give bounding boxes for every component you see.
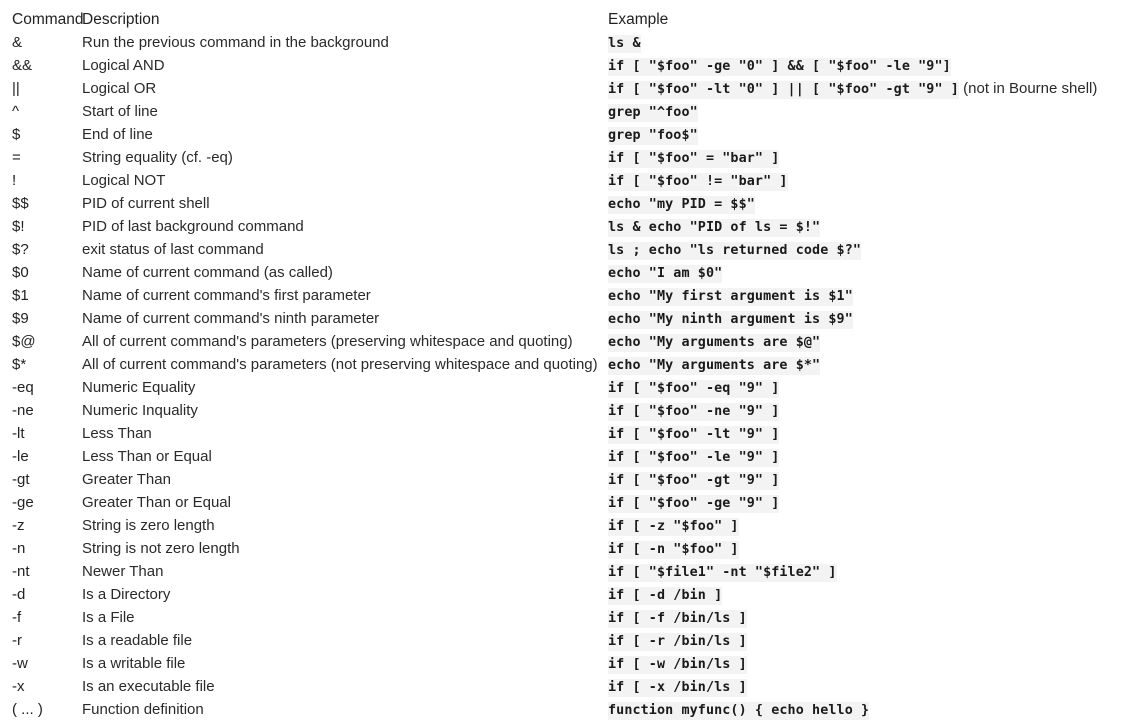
row-example — [608, 491, 779, 515]
row-description: exit status of last command — [82, 241, 264, 258]
row-description: Greater Than or Equal — [82, 494, 231, 511]
row-example — [608, 169, 788, 193]
example-code: echo "my PID = $$" — [608, 197, 755, 212]
row-command: -r — [12, 632, 22, 649]
row-command: = — [12, 149, 21, 166]
row-example — [608, 675, 747, 699]
row-description: Name of current command (as called) — [82, 264, 333, 281]
table-row — [12, 675, 1120, 698]
table-row — [12, 583, 1120, 606]
row-description: String equality (cf. -eq) — [82, 149, 233, 166]
table-row — [12, 307, 1120, 330]
row-command: $! — [12, 218, 25, 235]
row-command: $@ — [12, 333, 36, 350]
row-command: $$ — [12, 195, 29, 212]
row-description: Less Than or Equal — [82, 448, 212, 465]
row-command: -lt — [12, 425, 25, 442]
header-description: Description — [82, 11, 160, 28]
example-code: echo "My first argument is $1" — [608, 289, 853, 304]
example-code: if [ "$foo" -lt "0" ] || [ "$foo" -gt "9" ] — [608, 82, 959, 97]
row-description: Run the previous command in the background — [82, 34, 389, 51]
row-command: || — [12, 80, 20, 97]
example-code: ls & — [608, 36, 641, 51]
example-code: ls ; echo "ls returned code $?" — [608, 243, 862, 258]
row-command: -z — [12, 517, 25, 534]
table-row — [12, 330, 1120, 353]
example-code: if [ "$foo" -ne "9" ] — [608, 404, 780, 419]
row-example — [608, 215, 820, 239]
row-description: Name of current command's first parameter — [82, 287, 371, 304]
table-row — [12, 192, 1120, 215]
row-description: String is zero length — [82, 517, 215, 534]
table-row — [12, 284, 1120, 307]
table-row — [12, 100, 1120, 123]
row-command: $ — [12, 126, 21, 143]
table-row — [12, 353, 1120, 376]
table-header — [12, 9, 1120, 31]
example-code: if [ -z "$foo" ] — [608, 519, 739, 534]
table-row — [12, 560, 1120, 583]
row-example — [608, 238, 861, 262]
example-code: if [ -x /bin/ls ] — [608, 680, 747, 695]
table-row — [12, 238, 1120, 261]
row-description: Function definition — [82, 701, 204, 718]
row-command: -d — [12, 586, 26, 603]
row-example — [608, 468, 779, 492]
example-code: if [ "$foo" -gt "9" ] — [608, 473, 780, 488]
row-description: PID of last background command — [82, 218, 304, 235]
row-example — [608, 307, 853, 331]
table-row — [12, 399, 1120, 422]
row-example — [608, 583, 722, 607]
row-command: -ne — [12, 402, 34, 419]
header-command: Command — [12, 11, 84, 28]
table-row — [12, 215, 1120, 238]
row-description: Logical NOT — [82, 172, 166, 189]
table-body — [12, 31, 1120, 721]
row-description: Numeric Inquality — [82, 402, 198, 419]
row-example — [608, 606, 747, 630]
row-command: -eq — [12, 379, 34, 396]
example-code: if [ "$foo" = "bar" ] — [608, 151, 780, 166]
table-row — [12, 629, 1120, 652]
example-code: if [ "$foo" -lt "9" ] — [608, 427, 780, 442]
header-example: Example — [608, 11, 669, 28]
row-command: -x — [12, 678, 25, 695]
row-command: ( ... ) — [12, 701, 43, 718]
table-row — [12, 514, 1120, 537]
example-code: if [ -r /bin/ls ] — [608, 634, 747, 649]
table-row — [12, 422, 1120, 445]
row-description: Is an executable file — [82, 678, 215, 695]
row-example — [608, 192, 755, 216]
table-row — [12, 123, 1120, 146]
example-code: ls & echo "PID of ls = $!" — [608, 220, 821, 235]
row-example — [608, 652, 747, 676]
row-example — [608, 330, 820, 354]
example-code: if [ -n "$foo" ] — [608, 542, 739, 557]
row-command: -n — [12, 540, 26, 557]
table-row — [12, 169, 1120, 192]
row-example — [608, 698, 869, 722]
row-example — [608, 261, 722, 285]
table-row — [12, 445, 1120, 468]
row-description: Start of line — [82, 103, 158, 120]
row-command: $0 — [12, 264, 29, 281]
row-example — [608, 54, 951, 78]
example-code: echo "My arguments are $@" — [608, 335, 821, 350]
example-code: if [ "$foo" -ge "0" ] && [ "$foo" -le "9"] — [608, 59, 951, 74]
row-example — [608, 514, 739, 538]
table-row — [12, 652, 1120, 675]
row-example — [608, 537, 739, 561]
row-command: -w — [12, 655, 28, 672]
example-code: echo "I am $0" — [608, 266, 723, 281]
row-command: -ge — [12, 494, 34, 511]
example-note: (not in Bourne shell) — [958, 80, 1098, 97]
row-command: $* — [12, 356, 27, 373]
row-description: Greater Than — [82, 471, 171, 488]
row-command: -f — [12, 609, 22, 626]
row-command: && — [12, 57, 33, 74]
row-example — [608, 123, 698, 147]
row-example — [608, 629, 747, 653]
example-code: if [ "$foo" -ge "9" ] — [608, 496, 780, 511]
row-example — [608, 560, 837, 584]
example-code: echo "My arguments are $*" — [608, 358, 821, 373]
example-code: if [ "$file1" -nt "$file2" ] — [608, 565, 837, 580]
example-code: if [ -w /bin/ls ] — [608, 657, 747, 672]
table-row — [12, 146, 1120, 169]
table-row — [12, 376, 1120, 399]
row-example — [608, 146, 779, 170]
table-row — [12, 31, 1120, 54]
table-row — [12, 54, 1120, 77]
row-example — [608, 445, 779, 469]
row-description: String is not zero length — [82, 540, 240, 557]
row-description: End of line — [82, 126, 153, 143]
row-description: Numeric Equality — [82, 379, 196, 396]
row-description: Is a writable file — [82, 655, 186, 672]
row-example — [608, 399, 779, 423]
example-code: if [ "$foo" -eq "9" ] — [608, 381, 780, 396]
table-row — [12, 261, 1120, 284]
row-description: Name of current command's ninth parameter — [82, 310, 380, 327]
example-code: function myfunc() { echo hello } — [608, 703, 870, 718]
row-example — [608, 376, 779, 400]
row-description: Is a readable file — [82, 632, 193, 649]
operators-table — [12, 9, 1120, 721]
example-code: grep "^foo" — [608, 105, 698, 120]
example-code: if [ -f /bin/ls ] — [608, 611, 747, 626]
row-command: -nt — [12, 563, 30, 580]
row-description: PID of current shell — [82, 195, 210, 212]
row-command: -le — [12, 448, 29, 465]
table-row — [12, 537, 1120, 560]
row-description: Logical AND — [82, 57, 165, 74]
row-command: -gt — [12, 471, 30, 488]
table-row — [12, 606, 1120, 629]
row-example — [608, 77, 1097, 101]
row-description: All of current command's parameters (not preserving whitespace and quoting) — [82, 356, 598, 373]
row-command: ! — [12, 172, 17, 189]
row-description: Newer Than — [82, 563, 164, 580]
table-row — [12, 698, 1120, 721]
table-row — [12, 468, 1120, 491]
row-description: Is a File — [82, 609, 135, 626]
row-example — [608, 31, 641, 55]
example-code: if [ -d /bin ] — [608, 588, 723, 603]
row-command: & — [12, 34, 23, 51]
row-example — [608, 353, 820, 377]
row-description: Is a Directory — [82, 586, 171, 603]
table-row — [12, 491, 1120, 514]
row-example — [608, 284, 853, 308]
example-code: grep "foo$" — [608, 128, 698, 143]
row-command: $1 — [12, 287, 29, 304]
row-example — [608, 100, 698, 124]
row-command: $? — [12, 241, 29, 258]
row-command: $9 — [12, 310, 29, 327]
example-code: echo "My ninth argument is $9" — [608, 312, 853, 327]
row-description: Less Than — [82, 425, 152, 442]
row-command: ^ — [12, 103, 20, 120]
row-description: Logical OR — [82, 80, 157, 97]
row-example — [608, 422, 779, 446]
row-description: All of current command's parameters (preserving whitespace and quoting) — [82, 333, 573, 350]
example-code: if [ "$foo" != "bar" ] — [608, 174, 788, 189]
table-row — [12, 77, 1120, 100]
example-code: if [ "$foo" -le "9" ] — [608, 450, 780, 465]
